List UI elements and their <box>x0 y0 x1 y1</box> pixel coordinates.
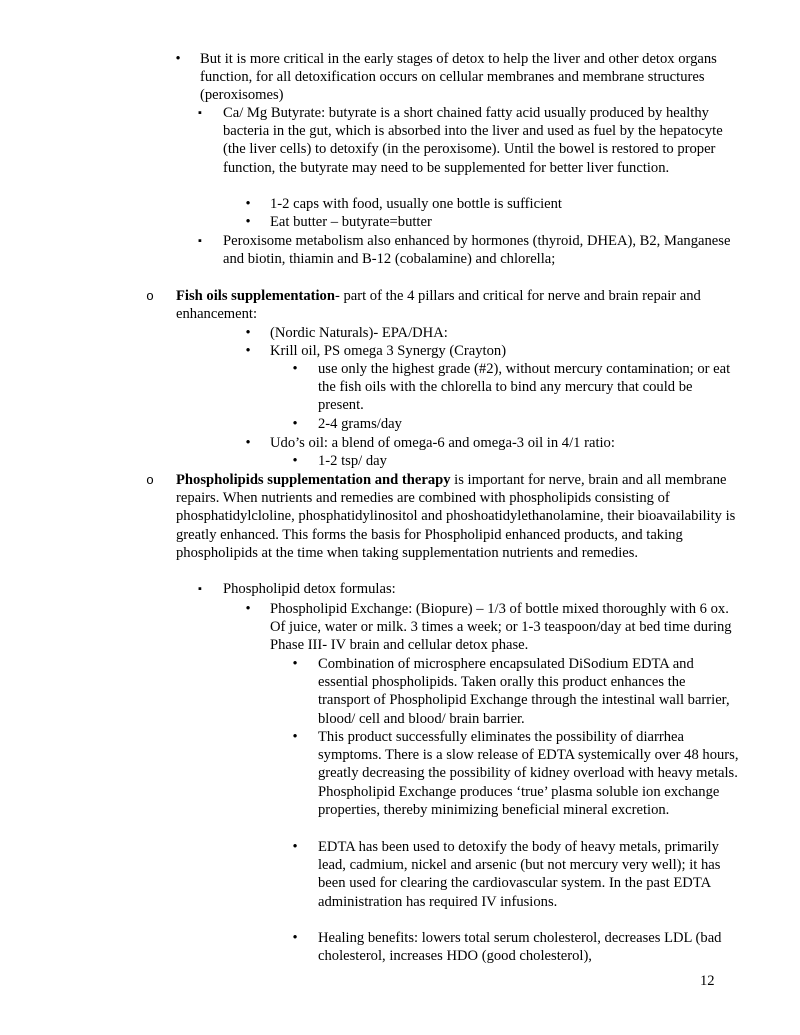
bullet-icon: • <box>175 51 181 67</box>
list-item-text <box>270 195 740 213</box>
bullet-icon: • <box>245 196 251 212</box>
body-text: Phospholipid Exchange: (Biopure) – 1/3 of bottle mixed thoroughly with 6 ox. Of juice, water or milk. 3 times a week; or 1-3 teaspoon/day at bed time during Phase III- IV brain and cellular detox phase. <box>270 601 732 654</box>
bold-heading: Phospholipids supplementation and therapy <box>176 472 451 488</box>
body-text: (Nordic Naturals)- EPA/DHA: <box>270 325 448 341</box>
body-text: But it is more critical in the early stages of detox to help the liver and other detox organs function, for all detoxification occurs on cellular membranes and membrane structures (peroxisomes) <box>200 51 717 104</box>
square-bullet-icon: ▪ <box>198 583 202 595</box>
bullet-icon: • <box>292 453 298 469</box>
list-item-text <box>223 104 740 177</box>
body-text: Udo’s oil: a blend of omega-6 and omega-3 oil in 4/1 ratio: <box>270 435 615 451</box>
bullet-icon: • <box>245 343 251 359</box>
bullet-icon: • <box>245 601 251 617</box>
list-item-text <box>270 324 740 342</box>
list-item-text <box>318 452 740 470</box>
bullet-icon: • <box>292 416 298 432</box>
body-text: Ca/ Mg Butyrate: butyrate is a short chained fatty acid usually produced by healthy bacteria in the gut, which is absorbed into the liver and used as fuel by the hepatocyte (the liver cells) to detoxify (in the peroxisome). Until the bowel is restored to proper function, the butyrate may need to be supplemented for better liver function. <box>223 105 723 176</box>
list-item-text <box>223 580 740 598</box>
bold-heading: Fish oils supplementation <box>176 288 335 304</box>
square-bullet-icon: ▪ <box>198 235 202 247</box>
list-item-text <box>270 434 740 452</box>
body-text: use only the highest grade (#2), without mercury contamination; or eat the fish oils with the chlorella to bind any mercury that could be present. <box>318 361 731 414</box>
list-item-text <box>318 655 740 728</box>
list-item-text <box>318 360 740 415</box>
body-text: Krill oil, PS omega 3 Synergy (Crayton) <box>270 343 507 359</box>
list-item-text <box>318 929 740 965</box>
body-text: Peroxisome metabolism also enhanced by hormones (thyroid, DHEA), B2, Manganese and biotin, thiamin and B-12 (cobalamine) and chlorella; <box>223 233 731 268</box>
bullet-icon: • <box>245 214 251 230</box>
list-item-text <box>200 50 740 105</box>
list-item-text <box>318 415 740 433</box>
circle-bullet-icon: o <box>146 288 154 303</box>
body-text: Eat butter – butyrate=butter <box>270 214 432 230</box>
list-item-text <box>223 232 740 268</box>
bullet-icon: • <box>292 656 298 672</box>
list-item-text <box>318 728 740 819</box>
bullet-icon: • <box>292 839 298 855</box>
circle-bullet-icon: o <box>146 472 154 487</box>
body-text: Phospholipid detox formulas: <box>223 581 396 597</box>
list-item-text <box>176 287 740 323</box>
body-text: 1-2 caps with food, usually one bottle is sufficient <box>270 196 562 212</box>
body-text: This product successfully eliminates the possibility of diarrhea symptoms. There is a slow release of EDTA systemically over 48 hours, greatly decreasing the possibility of kidney overload with heavy metals. Phospholipid Exchange produces ‘true’ plasma soluble ion exchange properties, thereby minimizing beneficial mineral excretion. <box>318 729 739 818</box>
page-number: 12 <box>700 973 715 989</box>
bullet-icon: • <box>245 435 251 451</box>
list-item-text <box>270 342 740 360</box>
square-bullet-icon: ▪ <box>198 107 202 119</box>
body-text: is important for nerve, brain and all membrane repairs. When nutrients and remedies are combined with phospholipids consisting of phosphatidylcloline, phosphatidylinositol and phoshoatidylethanolamine, their bioavailability is greatly enhanced. This forms the basis for Phospholipid enhanced products, and taking phospholipids at the time when taking supplementation nutrients and remedies. <box>176 472 736 561</box>
body-text: EDTA has been used to detoxify the body of heavy metals, primarily lead, cadmium, nickel and arsenic (but not mercury very well); it has been used for clearing the cardiovascular system. In the past EDTA administration has required IV infusions. <box>318 839 721 910</box>
bullet-icon: • <box>292 729 298 745</box>
body-text: - part of the 4 pillars and critical for nerve and brain repair and enhancement: <box>176 288 701 323</box>
body-text: Healing benefits: lowers total serum cholesterol, decreases LDL (bad cholesterol, increases HDO (good cholesterol), <box>318 930 722 965</box>
body-text: 2-4 grams/day <box>318 416 402 432</box>
body-text: Combination of microsphere encapsulated DiSodium EDTA and essential phospholipids. Taken orally this product enhances the transport of Phospholipid Exchange through the intestinal wall barrier, blood/ cell and blood/ brain barrier. <box>318 656 730 727</box>
body-text: 1-2 tsp/ day <box>318 453 387 469</box>
list-item-text <box>270 600 740 655</box>
bullet-icon: • <box>292 930 298 946</box>
bullet-icon: • <box>292 361 298 377</box>
list-item-text <box>176 471 740 562</box>
bullet-icon: • <box>245 325 251 341</box>
list-item-text <box>318 838 740 911</box>
list-item-text <box>270 213 740 231</box>
